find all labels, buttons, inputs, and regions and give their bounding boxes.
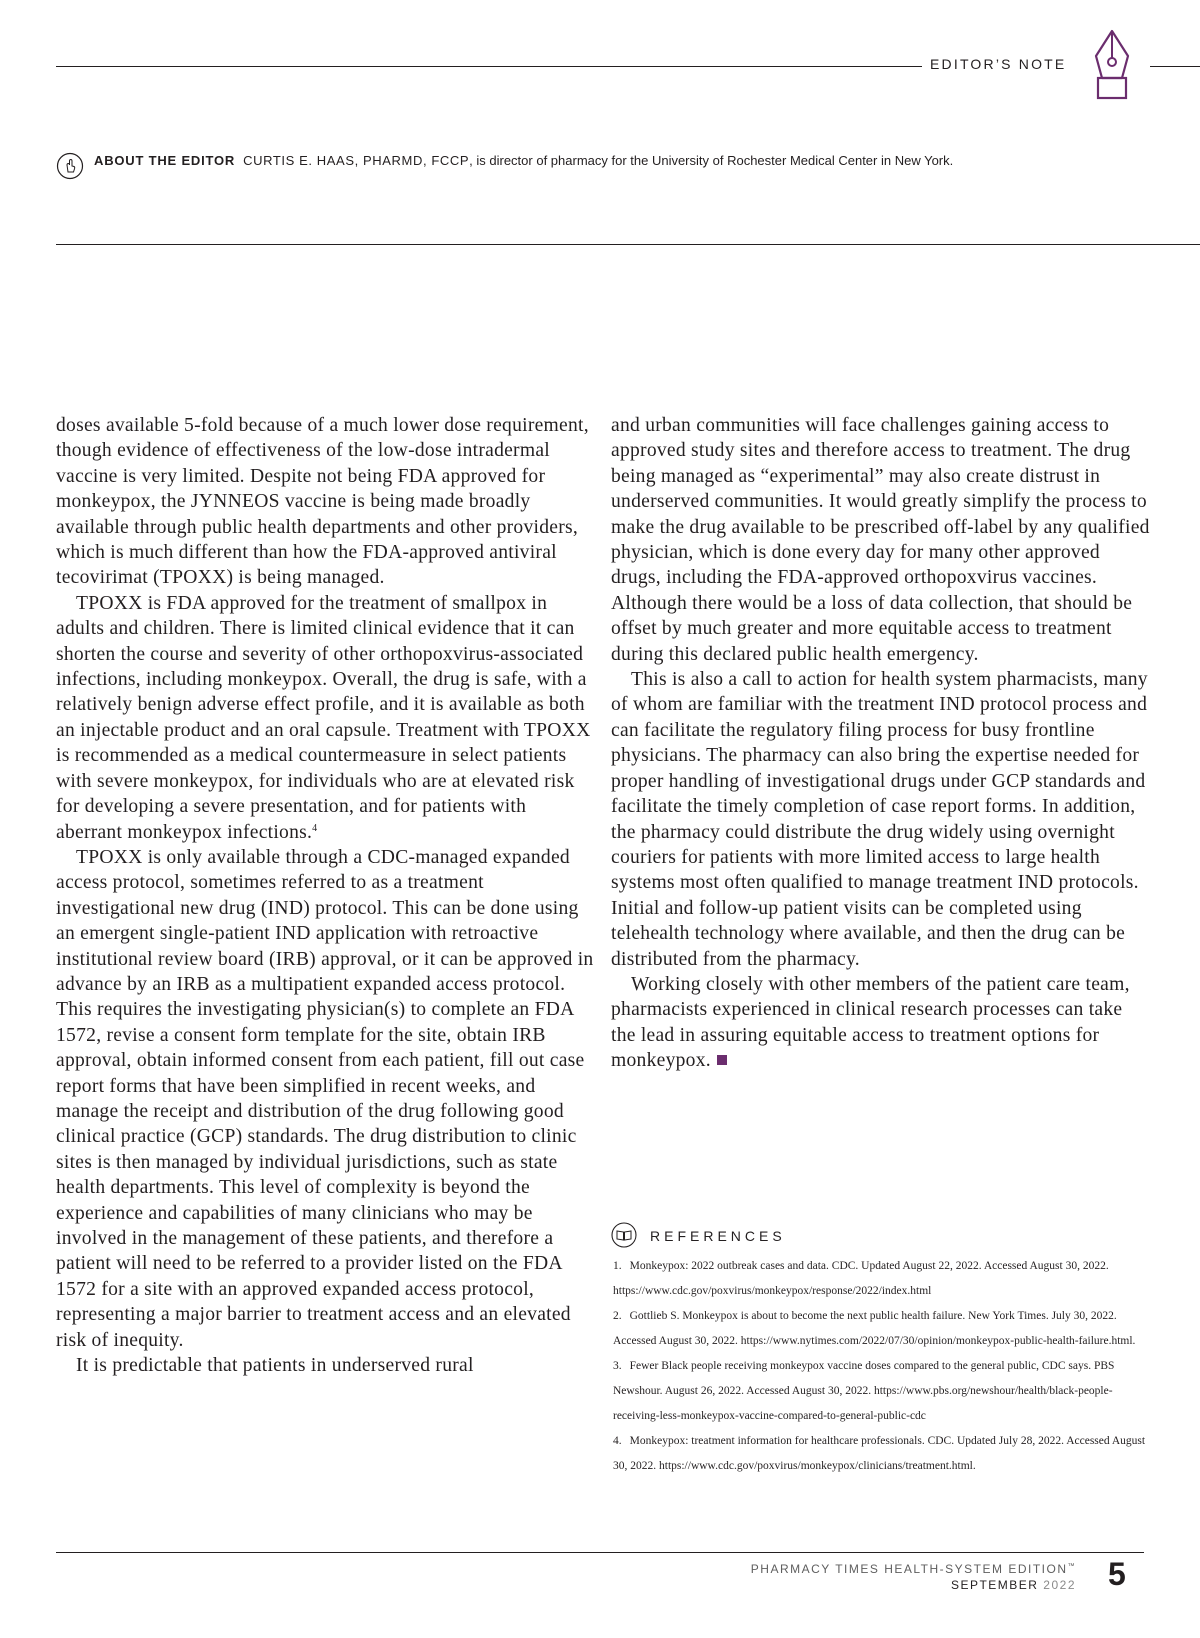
paragraph: This is also a call to action for health system pharmacists, many of whom are familiar with the treatment IND protocol process and can facilitate the regulatory filing process for busy frontline physicians. The pharmacy can also bring the expertise needed for proper handling of investigational drugs under GCP standards and facilitate the timely completion of case report forms. In addition, the pharmacy could distribute the drug widely using overnight couriers for patients with more limited access to large health systems most often qualified to manage treatment IND protocols. Initial and follow-up patient visits can be completed using telehealth technology where available, and then the drug can be distributed from the pharmacy. [611, 669, 1148, 970]
trademark-symbol: ™ [1067, 1563, 1076, 1570]
reference-item [613, 1254, 1147, 1304]
reference-text: Monkeypox: treatment information for healthcare professionals. CDC. Updated July 28, 2022. Accessed August 30, 2022. https://www.cdc.gov/poxvirus/monkeypox/clinicians/treatment.html. [613, 1435, 1146, 1472]
fountain-pen-nib-icon [1082, 28, 1142, 104]
footer-rule [56, 1552, 1144, 1553]
header-rule-right [1150, 66, 1200, 67]
reference-text: Monkeypox: 2022 outbreak cases and data. CDC. Updated August 22, 2022. Accessed August 30, 2022. https://www.cdc.gov/poxvirus/monkeypox/response/2022/index.html [613, 1260, 1109, 1297]
references-heading: REFERENCES [650, 1228, 786, 1244]
reference-superscript: 4 [312, 822, 318, 834]
article-column-left [56, 413, 594, 1378]
article-column-right [611, 413, 1151, 1074]
header-rule [56, 66, 922, 67]
reference-text: Fewer Black people receiving monkeypox vaccine doses compared to the general public, CDC says. PBS Newshour. August 26, 2022. Accessed August 30, 2022. https://www.pbs.org/newshour/health/black-people-receiving-less-monkeypox-vaccine-compared-to-general-public-cdc [613, 1360, 1115, 1422]
publication-title: PHARMACY TIMES HEALTH-SYSTEM EDITION [750, 1562, 1068, 1576]
paragraph: and urban communities will face challenges gaining access to approved study sites and therefore access to treatment. The drug being managed as “experimental” may also create distrust in underserved communities. It would greatly simplify the process to make the drug available to be prescribed off-label by any qualified physician, which is done every day for many other approved drugs, including the FDA-approved orthopoxvirus vaccines. Although there would be a loss of data collection, that should be offset by much greater and more equitable access to treatment during this declared public health emergency. [611, 415, 1150, 665]
paragraph-text: TPOXX is FDA approved for the treatment of smallpox in adults and children. There is limited clinical evidence that it can shorten the course and severity of other orthopoxvirus-associated infections, including monkeypox. Overall, the drug is safe, with a relatively benign adverse effect profile, and it is available as both an injectable product and an oral capsule. Treatment with TPOXX is recommended as a medical countermeasure in select patients with severe monkeypox, for individuals who are at elevated risk for developing a severe presentation, and for patients with aberrant monkeypox infections. [56, 592, 591, 843]
about-label: ABOUT THE EDITOR [94, 153, 236, 168]
reference-text: Gottlieb S. Monkeypox is about to become the next public health failure. New York Times. July 30, 2022. Accessed August 30, 2022. https://www.nytimes.com/2022/07/30/opinion/monkeypox-public-health-failure.html. [613, 1310, 1136, 1347]
about-the-editor [94, 153, 1174, 168]
reference-number: 1. [613, 1260, 622, 1272]
reference-number: 2. [613, 1310, 622, 1322]
page-number: 5 [1108, 1556, 1126, 1592]
reference-item [613, 1354, 1147, 1429]
paragraph [56, 591, 594, 845]
publication-name [720, 1562, 1076, 1576]
paragraph-text: Working closely with other members of the patient care team, pharmacists experienced in clinical research processes can take the lead in assuring equitable access to treatment options for monkeypox. [611, 973, 1130, 1072]
issue-month: SEPTEMBER [950, 1578, 1039, 1592]
issue-year: 2022 [1043, 1578, 1076, 1592]
reference-number: 3. [613, 1360, 622, 1372]
editor-name: CURTIS E. HAAS, PHARMD, FCCP [243, 153, 470, 168]
editor-bio: , is director of pharmacy for the University of Rochester Medical Center in New York. [469, 153, 954, 168]
reference-item [613, 1429, 1147, 1479]
section-label: EDITOR’S NOTE [930, 56, 1067, 72]
paragraph: TPOXX is only available through a CDC-managed expanded access protocol, sometimes referred to as a treatment investigational new drug (IND) protocol. This can be done using an emergent single-patient IND application with retroactive institutional review board (IRB) approval, or it can be approved in advance by an IRB as a multipatient expanded access protocol. This requires the investigating physician(s) to complete an FDA 1572, revise a consent form template for the site, obtain IRB approval, obtain informed consent from each patient, fill out case report forms that have been simplified in recent weeks, and manage the receipt and distribution of the drug following good clinical practice (GCP) standards. The drug distribution to clinic sites is then managed by individual jurisdictions, such as state health departments. This level of complexity is beyond the experience and capabilities of many clinicians who may be involved in the management of these patients, and therefore a patient will need to be referred to a provider listed on the FDA 1572 for a site with an approved expanded access protocol, representing a major barrier to treatment access and an elevated risk of inequity. [56, 846, 594, 1351]
paragraph: It is predictable that patients in underserved rural [76, 1355, 474, 1377]
paragraph: doses available 5-fold because of a much lower dose requirement, though evidence of effectiveness of the low-dose intradermal vaccine is very limited. Despite not being FDA approved for monkeypox, the JYNNEOS vaccine is being made broadly available through public health departments and other providers, which is much different than how the FDA-approved antiviral tecovirimat (TPOXX) is being managed. [56, 415, 589, 589]
touch-hand-icon [56, 152, 84, 180]
book-icon [611, 1222, 637, 1248]
issue-date [720, 1578, 1076, 1592]
reference-item [613, 1304, 1147, 1354]
end-of-article-square-icon [717, 1055, 727, 1065]
references-list [613, 1254, 1147, 1479]
about-rule [56, 244, 1200, 245]
paragraph [611, 972, 1151, 1074]
reference-number: 4. [613, 1435, 622, 1447]
